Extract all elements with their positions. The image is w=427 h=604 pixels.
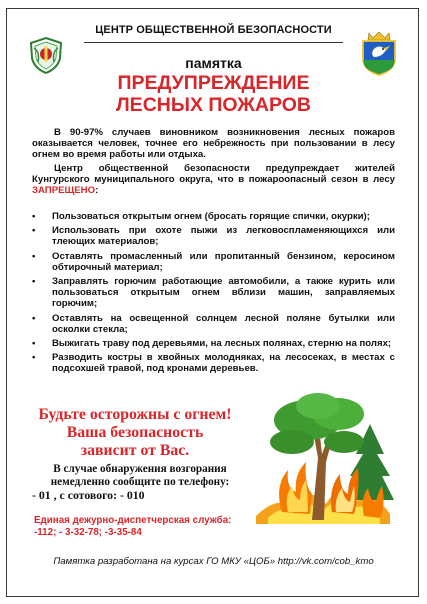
bullet-icon: • bbox=[32, 211, 36, 222]
list-item-text: Пользоваться открытым огнем (бросать горящие спички, окурки); bbox=[52, 211, 370, 222]
prohibitions-list bbox=[28, 211, 395, 378]
list-item-text: Выжигать траву под деревьями, на лесных полянах, стерню на полях; bbox=[52, 338, 392, 350]
list-item bbox=[28, 313, 395, 335]
bullet-icon: • bbox=[32, 250, 36, 262]
warning-line-1: Будьте осторожны с огнем! bbox=[38, 406, 232, 423]
dispatch-label: Единая дежурно-диспетчерская служба: bbox=[34, 515, 232, 526]
prohibited-label: ЗАПРЕЩЕНО bbox=[32, 185, 96, 197]
phone-line-2: немедленно сообщите по телефону: bbox=[50, 476, 230, 488]
intro-paragraph-2 bbox=[32, 163, 395, 197]
warning-line-3: зависит от Вас. bbox=[80, 442, 190, 459]
dispatch-numbers: -112; - 3-32-78; -3-35-84 bbox=[34, 527, 142, 538]
dispatch-service bbox=[34, 515, 264, 539]
list-item bbox=[28, 211, 395, 222]
phone-line-1: В случае обнаружения возгорания bbox=[53, 463, 227, 475]
phone-instruction bbox=[30, 463, 250, 489]
leaflet-subtitle: памятка bbox=[185, 55, 242, 71]
header-underline bbox=[84, 42, 343, 43]
bullet-icon: • bbox=[32, 225, 36, 237]
forest-fire-illustration bbox=[248, 384, 398, 529]
bullet-icon: • bbox=[32, 276, 36, 288]
list-item bbox=[28, 352, 395, 374]
intro-text-1: В 90-97% случаев виновником возникновения лесных пожаров оказывается человек, точнее его небрежность при пользовании в лесу огнем во время работы или отдыха. bbox=[32, 127, 395, 161]
title-line-1: ПРЕДУПРЕЖДЕНИЕ bbox=[117, 72, 310, 94]
list-item bbox=[28, 225, 395, 247]
list-item-text: Использовать при охоте пыжи из легковоспламеняющихся или тлеющих материалов; bbox=[52, 225, 395, 248]
footer-credit: Памятка разработана на курсах ГО МКУ «ЦОБ» http://vk.com/cob_kmo bbox=[53, 556, 374, 567]
title-line-2: ЛЕСНЫХ ПОЖАРОВ bbox=[116, 94, 311, 116]
warning-line-2: Ваша безопасность bbox=[66, 424, 204, 441]
center-name: ЦЕНТР ОБЩЕСТВЕННОЙ БЕЗОПАСНОСТИ bbox=[95, 24, 332, 36]
bullet-icon: • bbox=[32, 338, 36, 350]
list-item bbox=[28, 251, 395, 273]
intro-text-2: Центр общественной безопасности предупреждает жителей Кунгурского муниципального округа, что в пожароопасный сезон в лесу bbox=[32, 163, 395, 186]
list-item-text: Оставлять на освещенной солнцем лесной поляне бутылки или осколки стекла; bbox=[52, 312, 395, 335]
page-title bbox=[0, 72, 427, 116]
list-item bbox=[28, 338, 395, 349]
list-item bbox=[28, 276, 395, 310]
list-item-text: Заправлять горючим работающие автомобили, а также курить или пользоваться открытым огнем вблизи машин, заправляемых горючим; bbox=[52, 276, 395, 310]
list-item-text: Оставлять промасленный или пропитанный бензином, керосином обтирочный материал; bbox=[52, 250, 395, 273]
fire-warning bbox=[30, 406, 240, 460]
phone-numbers: - 01 , с сотового: - 010 bbox=[32, 488, 145, 502]
intro-paragraph-1 bbox=[32, 127, 395, 161]
list-item-text: Разводить костры в хвойных молоднякax, на лесосеках, в местах с подсохшей травой, под кронами деревьев. bbox=[52, 352, 395, 375]
colon: : bbox=[95, 185, 99, 197]
bullet-icon: • bbox=[32, 352, 36, 364]
bullet-icon: • bbox=[32, 312, 36, 324]
